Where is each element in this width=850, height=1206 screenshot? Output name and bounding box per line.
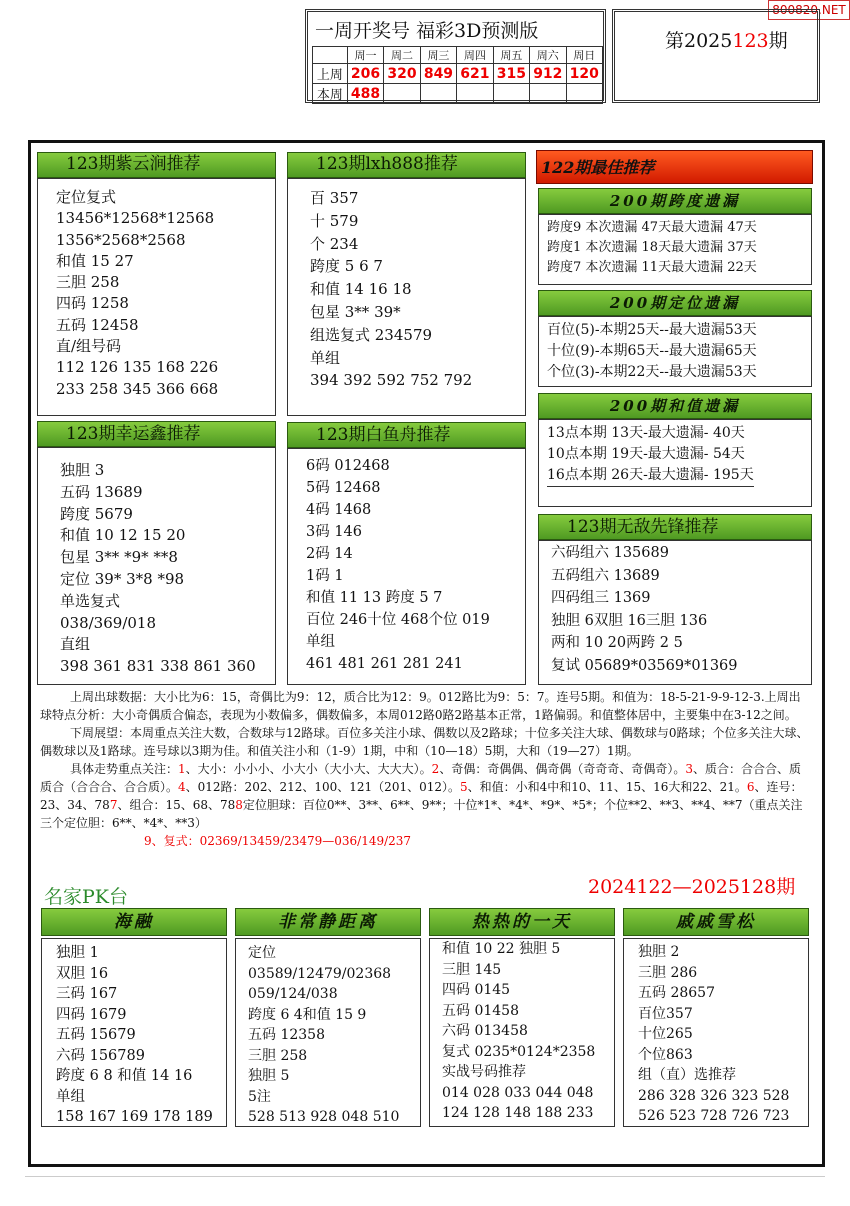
bottom-divider [25,1176,825,1177]
site-watermark: 800820.NET [768,0,850,20]
weekday-header: 周日 [566,47,602,64]
weekly-draw-box [305,9,606,103]
draw-number: 320 [384,64,420,84]
weekday-header: 周四 [457,47,493,64]
span-omission: 跨度9 本次遗漏 47天最大遗漏 47天 跨度1 本次遗漏 18天最大遗漏 37天 跨度7 本次遗漏 11天最大遗漏 22天 [538,214,812,285]
draw-number: 621 [457,64,493,84]
pk-title-qiqi: 戚戚雪松 [623,908,809,936]
weekday-header: 周二 [384,47,420,64]
span-omission-title: 200期跨度遗漏 [538,188,812,214]
pk-card-hairong: 独胆 1 双胆 16 三码 167 四码 1679 五码 15679 六码 156789 跨度 6 8 和值 14 16 单组 158 167 169 178 189 [41,938,227,1127]
draw-number: 120 [566,64,602,84]
panel-byz: 6码 012468 5码 12468 4码 1468 3码 146 2码 14 1码 1 和值 11 13 跨度 5 7 百位 246十位 468个位 019 单组 461 481 261 281 241 [287,448,526,685]
weekday-header: 周一 [347,47,383,64]
panel-wdx: 六码组六 135689 五码组六 13689 四码组三 1369 独胆 6双胆 16三胆 136 两和 10 20两跨 2 5 复试 05689*03569*01369 [538,540,812,685]
draw-number [420,84,456,104]
pk-range: 2024122—2025128期 [588,876,796,898]
pk-title-hairong: 海融 [41,908,227,936]
draw-number: 315 [493,64,529,84]
analysis-outlook: 下周展望：本周重点关注大数，合数球与12路球。百位多关注小球、偶数以及2路球；十位多关注大球、偶数球与0路球；个位多关注大球、偶数球以及1路球。连号球以3期为佳。和值关注小和（1-9）1期，中和（10—18）5期，大和（19—27）1期。 [40,726,809,758]
issue-box [612,9,820,103]
pos-omission: 百位(5)-本期25天--最大遗漏53天 十位(9)-本期65天--最大遗漏65天 个位(3)-本期22天--最大遗漏53天 [538,316,812,387]
panel-title-wdx: 123期无敌先锋推荐 [538,514,812,540]
sum-omission: 13点本期 13天-最大遗漏- 40天 10点本期 19天-最大遗漏- 54天 16点本期 26天-最大遗漏- 195天 [538,419,812,507]
weekday-header: 周六 [530,47,566,64]
panel-title-zyd: 123期紫云涧推荐 [37,152,276,178]
pk-card-feichang: 定位 03589/12479/02368 059/124/038 跨度 6 4和值 15 9 五码 12358 三胆 258 独胆 5 5注 528 513 928 048 510 [235,938,421,1127]
draw-number [493,84,529,104]
best-title: 122期最佳推荐 [536,150,813,184]
issue-number: 第2025123期 [665,30,788,52]
analysis-text [40,688,810,850]
draw-number: 206 [347,64,383,84]
pk-label: 名家PK台 [44,886,128,908]
last-week-label: 上周 [313,64,348,84]
draw-number: 488 [347,84,383,104]
weekday-header: 周五 [493,47,529,64]
analysis-last-week: 上周出球数据：大小比为6：15，奇偶比为9：12，质合比为12：9。012路比为9：5：7。连号5期。和值为：18-5-21-9-9-12-3.上周出球特点分析：大小奇偶质合偏态，表现为小数偏多，偶数偏多，本周012路0路2路基本正常，1路偏弱。和值整体居中，主要集中在3-12之间。 [40,690,801,722]
draw-number [457,84,493,104]
draw-number: 912 [530,64,566,84]
pos-omission-title: 200期定位遗漏 [538,290,812,316]
draw-number [384,84,420,104]
sum-omission-title: 200期和值遗漏 [538,393,812,419]
draw-table [312,46,603,104]
draw-number: 849 [420,64,456,84]
analysis-compound: 9、复式：02369/13459/23479—036/149/237 [144,834,412,848]
weekday-header: 周三 [420,47,456,64]
pk-card-rere: 和值 10 22 独胆 5 三胆 145 四码 0145 五码 01458 六码 013458 复式 0235*0124*2358 实战号码推荐 014 028 033 044 048 124 128 148 188 233 [429,938,615,1127]
pk-card-qiqi: 独胆 2 三胆 286 五码 28657 百位357 十位265 个位863 组（直）选推荐 286 328 326 323 528 526 523 728 726 723 [623,938,809,1127]
panel-title-byz: 123期白鱼舟推荐 [287,422,526,448]
header-title: 一周开奖号 福彩3D预测版 [315,20,539,42]
panel-lxh: 百 357 十 579 个 234 跨度 5 6 7 和值 14 16 18 包星 3** 39* 组选复式 234579 单组 394 392 592 752 792 [287,178,526,416]
draw-number [566,84,602,104]
panel-title-lxh: 123期lxh888推荐 [287,152,526,178]
panel-zyd: 定位复式 13456*12568*12568 1356*2568*2568 和值 15 27 三胆 258 四码 1258 五码 12458 直/组号码 112 126 135 168 226 233 258 345 366 668 [37,178,276,416]
this-week-label: 本周 [313,84,348,104]
panel-xyx: 独胆 3 五码 13689 跨度 5679 和值 10 12 15 20 包星 3** *9* **8 定位 39* 3*8 *98 单选复式 038/369/018 直组 398 361 831 338 861 360 [37,447,276,685]
panel-title-xyx: 123期幸运鑫推荐 [37,421,276,447]
draw-number [530,84,566,104]
pk-title-rere: 热热的一天 [429,908,615,936]
pk-title-feichang: 非常静距离 [235,908,421,936]
analysis-focus: 具体走势重点关注：1、大小：小小小、小大小（大小大、大大大）。2、奇偶：奇偶偶、偶奇偶（奇奇奇、奇偶奇）。3、质合：合合合、质质合（合合合、合合质）。4、012路：202、212、100、121（201、012）。5、和值：小和4中和10、11、15、16大和22、21。6、连号：23、34、787、组合：15、68、788定位胆球：百位0**、3**、6**、9**；十位*1*、*4*、*9*、*5*；个位**2、**3、**4、**7（重点关注三个定位胆：6**、*4*、**3） [40,762,803,830]
